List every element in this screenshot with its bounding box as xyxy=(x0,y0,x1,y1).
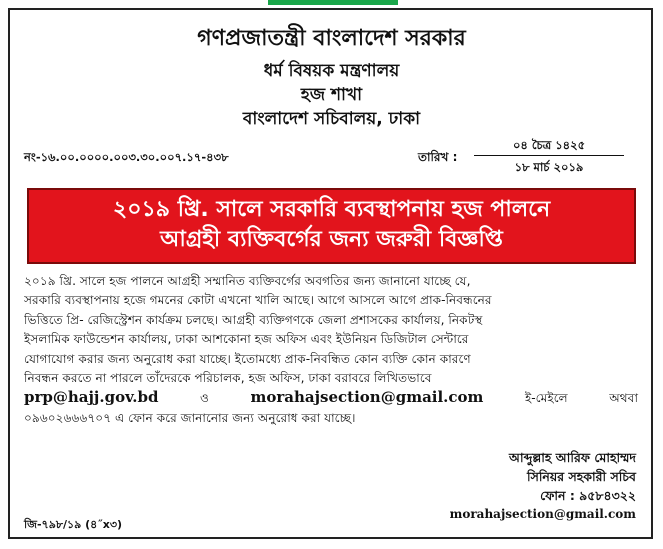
advertisement-code: জি-৭৯৮/১৯ (৪˝x৩) xyxy=(24,518,123,531)
email-link-1[interactable]: prp@hajj.gov.bd xyxy=(24,388,159,407)
or-text: অথবা xyxy=(609,391,638,406)
banner-line-1: ২০১৯ খ্রি. সালে সরকারি ব্যবস্থাপনায় হজ পালনে xyxy=(112,197,551,222)
email-line xyxy=(24,388,638,408)
signatory-name: আব্দুল্লাহ আরিফ মোহাম্মদ xyxy=(509,450,636,465)
signatory-designation: সিনিয়র সহকারী সচিব xyxy=(527,469,636,484)
body-line: যোগাযোগ করার জন্য অনুরোধ করা যাচ্ছে। ইতোমধ্যে প্রাক-নিবন্ধিত কোন ব্যক্তি কোন কারণে xyxy=(24,351,471,366)
via-email-text: ই-মেইলে xyxy=(524,391,568,406)
body-line: নিবন্ধন করতে না পারলে তাঁদেরকে পরিচালক, হজ অফিস, ঢাকা বরাবরে লিখিতভাবে xyxy=(24,371,432,386)
signatory-email[interactable]: morahajsection@gmail.com xyxy=(449,507,636,521)
branch-name: হজ শাখা xyxy=(300,85,363,105)
ministry-name: ধর্ম বিষয়ক মন্ত্রণালয় xyxy=(263,61,400,81)
body-line: সরকারি ব্যবস্থাপনায় হজে গমনের কোটা এখনো খালি আছে। আগে আসলে আগে প্রাক-নিবন্ধনের xyxy=(24,293,492,308)
body-line: ইসলামিক ফাউন্ডেশন কার্যালয়, ঢাকা আশকোনা হজ অফিস এবং ইউনিয়ন ডিজিটাল সেন্টারে xyxy=(24,332,469,347)
date-divider xyxy=(474,155,624,156)
headline-banner xyxy=(27,188,636,264)
conjunction: ও xyxy=(200,391,209,406)
signature-block xyxy=(380,448,636,524)
top-strip xyxy=(0,0,663,6)
body-line: ভিত্তিতে প্রি- রেজিস্ট্রেশন কার্যক্রম চলছে। আগ্রহী ব্যক্তিগণকে জেলা প্রশাসকের কার্যালয়, নিকটস্থ xyxy=(24,312,483,327)
email-link-2[interactable]: morahajsection@gmail.com xyxy=(250,388,484,407)
signatory-phone: ফোন : ৯৫৮৪৩২২ xyxy=(540,488,636,503)
notice-body xyxy=(24,272,638,428)
body-last-line: ০৯৬০২৬৬৬৭০৭ এ ফোন করে জানানোর জন্য অনুরোধ করা যাচ্ছে। xyxy=(24,410,356,425)
banner-line-2: আগ্রহী ব্যক্তিবর্গের জন্য জরুরী বিজ্ঞপ্তি xyxy=(160,227,503,252)
government-title: গণপ্রজাতন্ত্রী বাংলাদেশ সরকার xyxy=(197,26,466,51)
memo-number: নং-১৬.০০.০০০০.০০৩.৩০.০০৭.১৭-৪৩৮ xyxy=(24,150,229,164)
date-gregorian: ১৮ মার্চ ২০১৯ xyxy=(514,160,584,174)
date-block xyxy=(474,137,624,175)
date-bangla: ০৪ চৈত্র ১৪২৫ xyxy=(512,138,586,152)
date-label: তারিখ : xyxy=(418,150,458,164)
body-line: ২০১৯ খ্রি. সালে হজ পালনে আগ্রহী সম্মানিত ব্যক্তিবর্গের অবগতির জন্য জানানো যাচ্ছে যে, xyxy=(24,274,471,288)
top-green-bar xyxy=(268,0,398,5)
secretariat-address: বাংলাদেশ সচিবালয়, ঢাকা xyxy=(242,109,421,129)
